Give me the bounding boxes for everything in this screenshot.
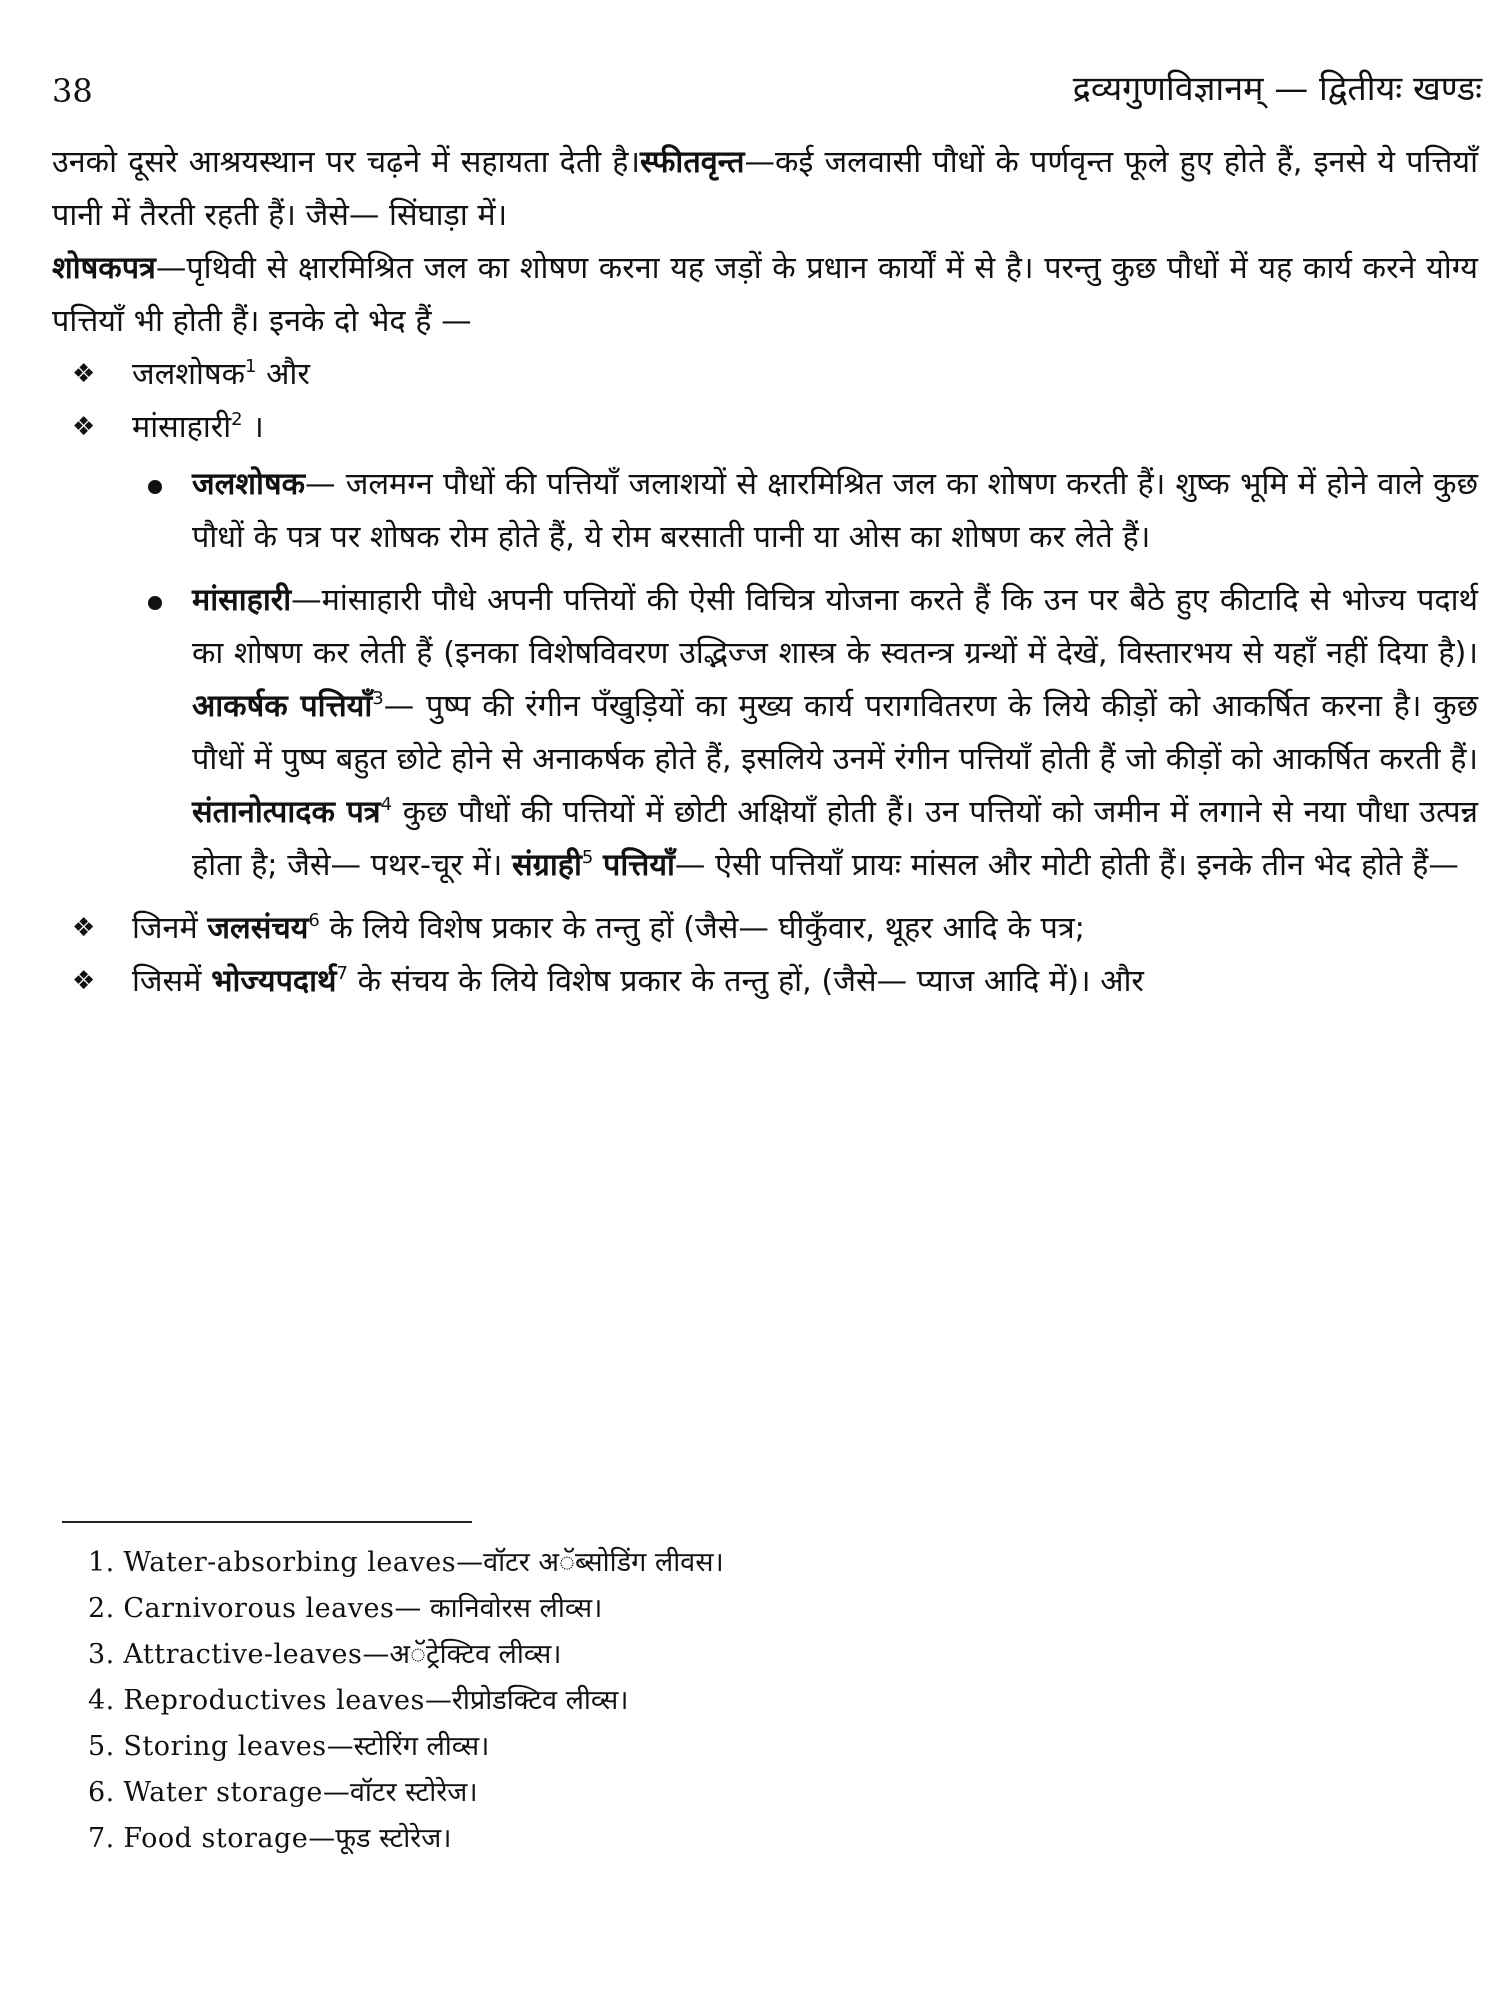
footnote-number: 6. xyxy=(88,1777,115,1808)
term-bhojyapadarth: भोज्यपदार्थ xyxy=(211,964,337,999)
footnote-english: Storing leaves xyxy=(123,1731,327,1762)
paragraph-intro xyxy=(52,136,1478,242)
diamond-bullet-icon: ❖ xyxy=(72,359,96,389)
footnote-ref: 4 xyxy=(380,794,393,815)
list-item xyxy=(72,955,1478,1008)
footnote-number: 3. xyxy=(88,1639,115,1670)
body-text xyxy=(52,136,1478,1008)
footnote-hindi: —स्टोरिंग लीव्स। xyxy=(326,1731,490,1762)
term-pattiyan: पत्तियाँ xyxy=(603,848,675,883)
list-item-text: मांसाहारी xyxy=(132,410,232,445)
footnote-hindi: —वॉटर स्टोरेज। xyxy=(322,1777,478,1808)
footnote-ref: 1 xyxy=(245,356,257,377)
footnote-english: Attractive-leaves xyxy=(123,1639,363,1670)
footnote-ref: 6 xyxy=(308,910,320,931)
list-item-text: के लिये विशेष प्रकार के तन्तु हों (जैसे— घीकुँवार, थूहर आदि के पत्र; xyxy=(319,911,1085,946)
diamond-bullet-icon: ❖ xyxy=(72,913,96,943)
detail-text: —मांसाहारी पौधे अपनी पत्तियों की ऐसी विचित्र योजना करते हैं कि उन पर बैठे हुए कीटादि से भोज्य पदार्थ का शोषण कर लेती हैं (इनका विशेषविवरण उद्भिज्ज शास्त्र के स्वतन्त्र ग्रन्थों में देखें, विस्तारभय से यहाँ नहीं दिया है)। xyxy=(192,583,1478,671)
term-mansahari: मांसाहारी xyxy=(192,583,292,618)
list-item-text: के संचय के लिये विशेष प्रकार के तन्तु हों, (जैसे— प्याज आदि में)। और xyxy=(347,964,1144,999)
running-title: द्रव्यगुणविज्ञानम् — द्वितीयः खण्डः xyxy=(1072,69,1482,109)
footnote-english: Reproductives leaves xyxy=(123,1685,425,1716)
footnote-number: 7. xyxy=(88,1823,115,1854)
detail-text: — पुष्प की रंगीन पँखुड़ियों का मुख्य कार्य परागवितरण के लिये कीड़ों को आकर्षित करना है। कुछ पौधों में पुष्प बहुत छोटे होने से अनाकर्षक होते हैं, इसलिये उनमें रंगीन पत्तियाँ होती हैं जो कीड़ों को आकर्षित करती हैं। xyxy=(192,689,1478,777)
footnote xyxy=(88,1540,724,1586)
footnote-english: Water storage xyxy=(123,1777,323,1808)
storage-types-list xyxy=(52,902,1478,1008)
footnote-number: 1. xyxy=(88,1547,115,1578)
term-jalshoshak: जलशोषक xyxy=(192,467,306,502)
footnote xyxy=(88,1724,724,1770)
footnote-english: Carnivorous leaves xyxy=(123,1593,395,1624)
list-item xyxy=(72,401,1478,454)
list-item xyxy=(72,348,1478,401)
term-jalsanchay: जलसंचय xyxy=(207,911,309,946)
footnote-number: 4. xyxy=(88,1685,115,1716)
footnote-english: Food storage xyxy=(123,1823,309,1854)
footnote xyxy=(88,1632,724,1678)
term-sangrahi: संग्राही xyxy=(512,848,582,883)
list-item-text: जिनमें xyxy=(132,911,208,946)
footnote xyxy=(88,1586,724,1632)
term-sphitavrint: स्फीतवृन्त xyxy=(640,145,745,180)
footnote-ref: 3 xyxy=(372,688,384,709)
footnote-hindi: —वॉटर अॅब्सोडिंग लीवस। xyxy=(456,1547,724,1578)
detail-text: — जलमग्न पौधों की पत्तियाँ जलाशयों से क्षारमिश्रित जल का शोषण करती हैं। शुष्क भूमि में होने वाले कुछ पौधों के पत्र पर शोषक रोम होते हैं, ये रोम बरसाती पानी या ओस का शोषण कर लेते हैं। xyxy=(192,467,1478,555)
footnote-ref: 2 xyxy=(231,409,243,430)
diamond-bullet-icon: ❖ xyxy=(72,412,96,442)
diamond-bullet-icon: ❖ xyxy=(72,966,96,996)
footnote-hindi: — कानिवोरस लीव्स। xyxy=(394,1593,603,1624)
leaf-types-list xyxy=(52,348,1478,454)
detail-text: कुछ पौधों की पत्तियों में छोटी अक्षियाँ होती हैं। उन पत्तियों को जमीन में लगाने से नया पौधा उत्पन्न होता है; जैसे— पथर-चूर में। xyxy=(192,795,1478,883)
intro-text-1: उनको दूसरे आश्रयस्थान पर चढ़ने में सहायता देती है। xyxy=(52,145,641,180)
detail-item-mansahari xyxy=(192,574,1478,892)
footnote-hindi: —फूड स्टोरेज। xyxy=(308,1823,452,1854)
list-item-tail: और xyxy=(256,357,310,392)
detail-text: — ऐसी पत्तियाँ प्रायः मांसल और मोटी होती हैं। इनके तीन भेद होते हैं— xyxy=(674,848,1459,883)
term-shoshakpatra: शोषकपत्र xyxy=(52,251,156,286)
page-header xyxy=(52,64,1482,124)
footnotes xyxy=(88,1540,724,1862)
footnote xyxy=(88,1678,724,1724)
term-santanotpadak-patra: संतानोत्पादक पत्र xyxy=(192,795,381,830)
list-item-tail: । xyxy=(242,410,264,445)
paragraph-shoshakpatra xyxy=(52,242,1478,348)
leaf-detail-list xyxy=(52,458,1478,892)
footnote xyxy=(88,1816,724,1862)
footnote-ref: 7 xyxy=(336,963,348,984)
footnote xyxy=(88,1770,724,1816)
term-akarshak-pattiyan: आकर्षक पत्तियाँ xyxy=(192,689,373,724)
footnote-hindi: —रीप्रोडक्टिव लीव्स। xyxy=(424,1685,629,1716)
footnote-number: 5. xyxy=(88,1731,115,1762)
footnote-divider xyxy=(62,1521,472,1523)
list-item-text: जलशोषक xyxy=(132,357,246,392)
footnote-hindi: —अॅट्रेक्टिव लीव्स। xyxy=(362,1639,562,1670)
intro-text-2: —कई जलवासी पौधों के पर्णवृन्त फूले हुए होते हैं, इनसे ये पत्तियाँ पानी में तैरती रहती हैं। जैसे— सिंघाड़ा में। xyxy=(52,145,1479,233)
shoshakpatra-text: —पृथिवी से क्षारमिश्रित जल का शोषण करना यह जड़ों के प्रधान कार्यों में से है। परन्तु कुछ पौधों में यह कार्य करने योग्य पत्तियाँ भी होती हैं। इनके दो भेद हैं — xyxy=(52,251,1478,339)
page-number: 38 xyxy=(52,72,93,110)
list-item-text: जिसमें xyxy=(132,964,212,999)
list-item xyxy=(72,902,1478,955)
footnote-english: Water-absorbing leaves xyxy=(123,1547,457,1578)
detail-item-jalshoshak xyxy=(192,458,1478,564)
footnote-number: 2. xyxy=(88,1593,115,1624)
bullet-dot-icon xyxy=(148,596,162,610)
footnote-ref: 5 xyxy=(581,847,594,868)
bullet-dot-icon xyxy=(148,480,162,494)
